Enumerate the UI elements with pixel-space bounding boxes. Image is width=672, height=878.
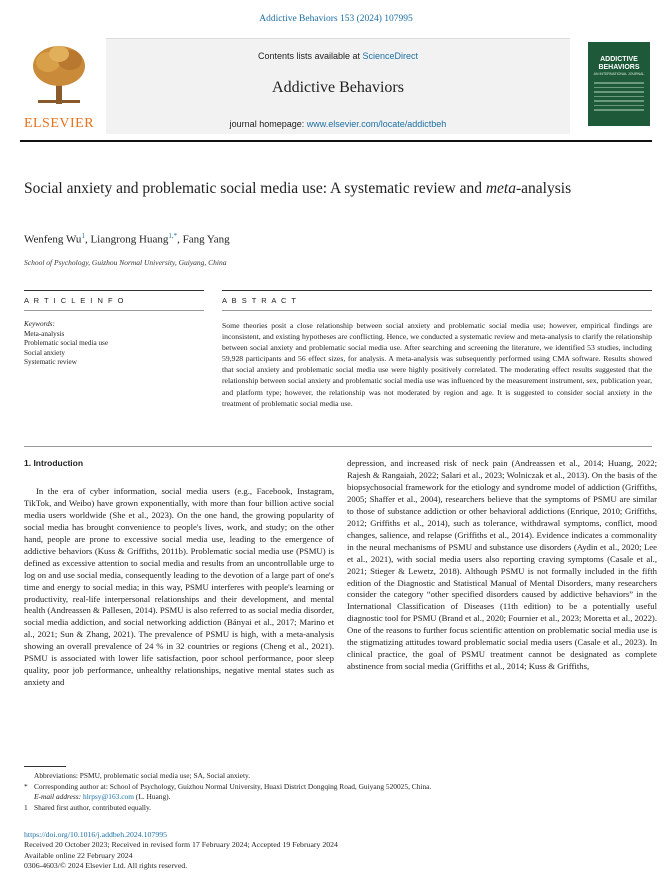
affiliation: School of Psychology, Guizhou Normal University, Guiyang, China (24, 258, 227, 267)
abstract-inner-rule (222, 310, 652, 311)
author-name[interactable]: Liangrong Huang (90, 233, 169, 246)
journal-masthead (106, 38, 570, 134)
keyword-item: Systematic review (24, 358, 77, 367)
keywords-label: Keywords: (24, 320, 55, 328)
elsevier-tree-icon (28, 42, 90, 106)
keywords-block (24, 320, 194, 368)
section-heading-introduction: 1. Introduction (24, 458, 84, 468)
journal-citation[interactable]: Addictive Behaviors 153 (2024) 107995 (259, 14, 413, 24)
body-paragraph-continued: depression, and increased risk of neck pain (Andreassen et al., 2014; Huang, 2022; Rajesh & Rangaiah, 2022; Salari et al., 2023; Wolniczak et al., 2013). On the basis of the biopsychosocial framework for the etiology and syndrome model of addiction (Griffiths, 2005; Shaffer et al., 2004), researchers believe that the symptoms of PSMU are similar to those of substance addiction or other behavioral addictions (Enrique, 2010; Griffiths, 2012; Griffiths et al., 2014), such as tolerance, withdrawal symptoms, conflict, mood changes, salience, and relapse (Griffiths et al., 2014). Evidence indicates a commonality in the neural mechanisms of PSMU and substance use disorders (Aydin et al., 2020; Lee et al., 2021), with social media users also reporting craving symptoms (Casale et al., 2021; Stieger & Lewetz, 2018). Although PSMU is not formally included in the fifth edition of the Diagnostic and Statistical Manual of Mental Disorders, many researchers consider the category “other specified disorders caused by addictive behaviors” in the International Classification of Diseases (11th edition) to be a potentially useful diagnostic tool for PSMU (Brand et al., 2020; Fournier et al., 2023; Moretta et al., 2022). One of the reasons to further focus scientific attention on problematic social media use is the stigmatizing attitudes toward problematic social media users (Casale et al., 2023). In clinical practice, the goal of PSMU treatment cannot be designated as complete abstinence from social media (Griffiths et al., 2014; Kuss & Griffiths, (347, 458, 657, 672)
footnote-rule (24, 766, 66, 767)
author-affil-mark[interactable]: 1 (81, 232, 85, 240)
journal-homepage-link[interactable]: www.elsevier.com/locate/addictbeh (306, 119, 447, 129)
online-date: Available online 22 February 2024 (24, 850, 133, 860)
keyword-item: Social anxiety (24, 348, 65, 357)
author-name[interactable]: Wenfeng Wu (24, 233, 82, 246)
keywords-rule (24, 310, 204, 311)
cover-title: ADDICTIVE BEHAVIORS (598, 56, 640, 71)
footnote-abbreviations: Abbreviations: PSMU, problematic social media use; SA, Social anxiety. (34, 771, 251, 780)
journal-name: Addictive Behaviors (272, 79, 404, 96)
author-name[interactable]: Fang Yang (182, 233, 230, 246)
article-info-rule (24, 290, 204, 291)
keyword-item: Meta-analysis (24, 329, 65, 338)
body-column-left (24, 458, 334, 689)
keyword-item: Problematic social media use (24, 339, 109, 348)
footnote-shared: 1 Shared first author, contributed equally. (24, 802, 152, 812)
copyright: 0306-4603/© 2024 Elsevier Ltd. All rights reserved. (24, 861, 188, 871)
header-divider (20, 140, 652, 142)
homepage-line: journal homepage: www.elsevier.com/locate/addictbeh (229, 119, 447, 129)
body-column-right (347, 458, 657, 673)
email-link[interactable]: hlrpsy@163.com (83, 792, 134, 802)
abstract-bottom-rule (24, 446, 652, 447)
received-dates: Received 20 October 2023; Received in revised form 17 February 2024; Accepted 19 February 2024 (24, 840, 338, 850)
body-paragraph: In the era of cyber information, social media users (e.g., Facebook, Instagram, TikTok, and Weibo) have grown exponentially, with more than four billion active social media users worldwide (She et al., 2023). On the one hand, the growing popularity of social media has brought convenience to people's lives, work, and study; on the other hand, people are prone to excessive social media use, leading to the emergence of addictive behaviors (Kuss & Griffiths, 2011b). Problematic social media use (PSMU) is defined as excessive attention to social media and results from an uncontrollable urge to log on and use social media, consequently leading to the devotion of a large part of one's time and energy to social media; in this way, PSMU interferes with people's learning or productivity, real-life interpersonal relationships and their development, and mental health (Andreassen & Pallesen, 2014). PSMU is also referred to as social media disorder, social media addiction, and social networking addiction (Bányai et al., 2017; Marino et al., 2021; Sun & Zhang, 2021). The prevalence of PSMU is high, with a meta-analysis showing an overall prevalence of 24 % in 32 countries or regions (Cheng et al., 2021). PSMU is associated with lower life satisfaction, poor school performance, poor sleep quality, poor job performance, unhealthy relationships, negative mental states such as anxiety and (24, 485, 334, 688)
publisher-name: ELSEVIER (23, 116, 95, 131)
article-info-heading: A R T I C L E I N F O (24, 296, 125, 305)
footnote-mark: * (24, 781, 28, 791)
footnotes (24, 771, 644, 813)
footnote-email: E-mail address: hlrpsy@163.com (L. Huang). (34, 792, 171, 802)
abstract-text: Some theories posit a close relationship between social anxiety and problematic social media use; however, empirical findings are inconsistent, and existing hypotheses are conflicting. Hence, we conducted a systematic review and meta-analysis to clarify the relationship between social anxiety and problematic social media use. After searching and screening the literature, we identified 53 studies, including 59,928 participants and 56 effect sizes, for analysis. A meta-analysis was subsequently performed using CMA software. Results showed that social anxiety and problematic social media use were highly positively correlated. The moderating effect results suggested that the relationship between social anxiety and problematic social media use was influenced by the measurement instrument, sex, publication year, and platform type; however, the relationship was not moderated by region and age. It is suggested to consider social anxiety in the treatment of problematic social media use. (222, 321, 652, 408)
elsevier-logo[interactable] (20, 42, 98, 134)
doi-link[interactable]: https://doi.org/10.1016/j.addbeh.2024.107995 (24, 830, 168, 839)
sciencedirect-link[interactable]: ScienceDirect (362, 51, 419, 61)
contents-line: Contents lists available at ScienceDirect (257, 51, 419, 61)
cover-decoration (594, 82, 644, 114)
author-affil-mark[interactable]: 1,* (168, 232, 178, 240)
article-title: Social anxiety and problematic social media use: A systematic review and meta-analysis (24, 180, 572, 197)
publication-info (24, 830, 644, 872)
footnote-corresponding: * Corresponding author at: School of Psychology, Guizhou Normal University, Huaxi District Dongqing Road, Guiyang 520025, China. (24, 781, 432, 791)
journal-cover-thumbnail[interactable] (588, 42, 650, 126)
author-list: Wenfeng Wu$^1$, Liangrong Huang$^{1,*}$, Fang Yang (24, 232, 230, 246)
cover-subtitle: AN INTERNATIONAL JOURNAL (593, 72, 645, 76)
abstract-heading: A B S T R A C T (222, 296, 298, 305)
footnote-mark: 1 (24, 802, 28, 812)
abstract-rule (222, 290, 652, 291)
journal-header (20, 38, 652, 134)
